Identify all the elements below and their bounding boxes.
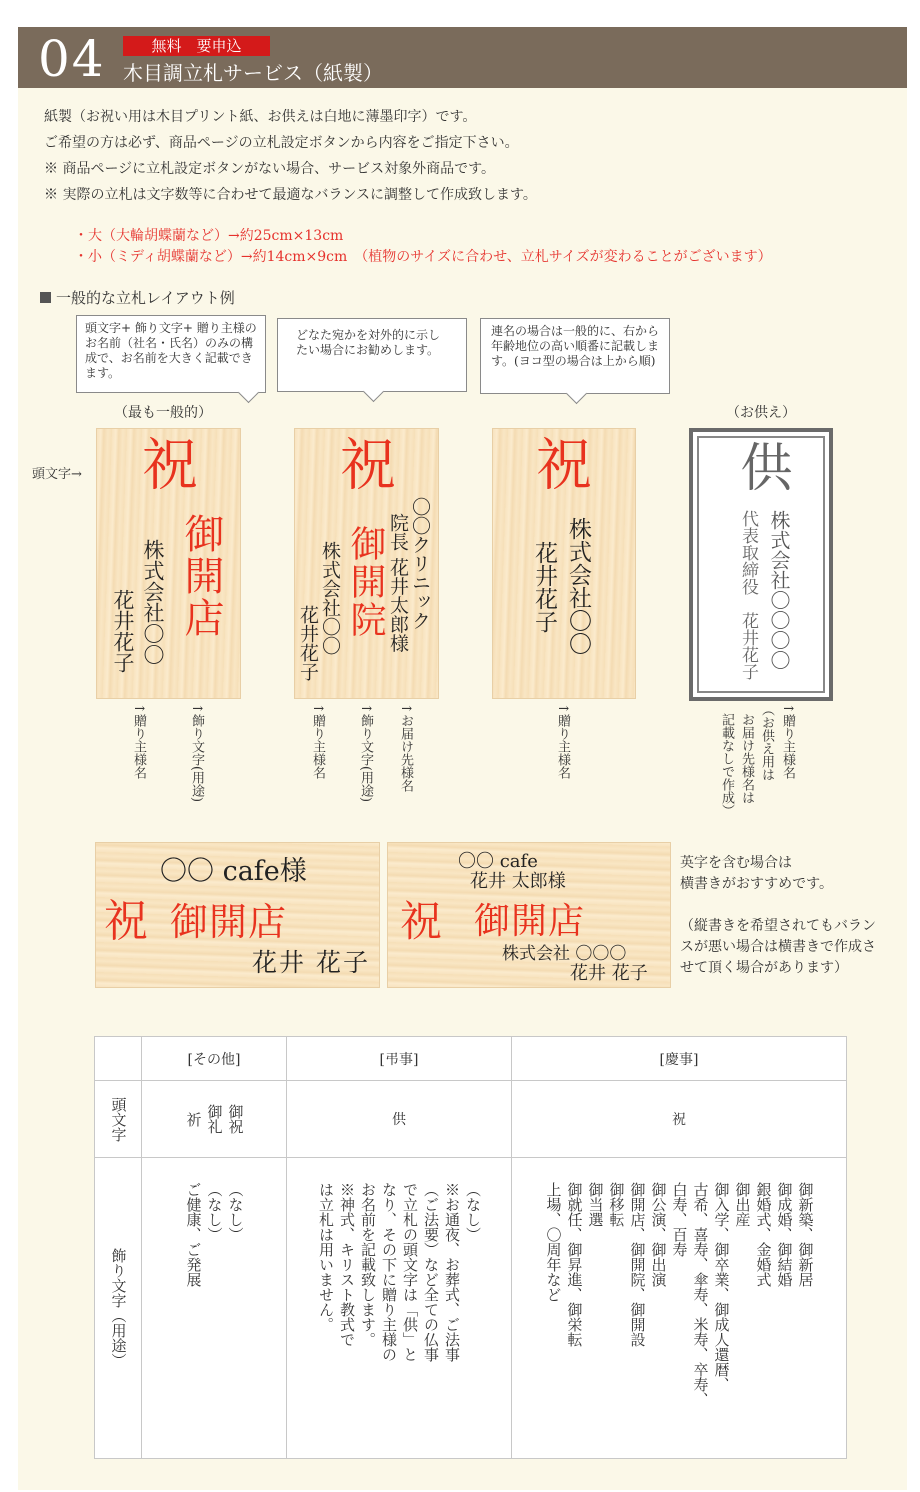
hnote-line: 横書きがおすすめです。 <box>680 876 834 892</box>
deco-item: 御移転 <box>607 1182 626 1227</box>
arrow-recipient: ↑お届け先様名 <box>398 703 413 792</box>
caption-offering: （お供え） <box>726 405 796 421</box>
bubble-common <box>76 315 266 393</box>
size-small: ・小（ミディ胡蝶蘭など）→約14cm×9cm （植物のサイズに合わせ、立札サイズが変わることがございます） <box>74 249 772 265</box>
arrow-offering-note: （お供え用は <box>759 703 774 781</box>
deco-item: 古希、喜寿、傘寿、米寿、卒寿、 <box>691 1182 710 1407</box>
deco-item: 御就任、御昇進、御栄転 <box>565 1182 584 1347</box>
deco-item: 御新築、御新居 <box>796 1182 815 1287</box>
board-sender-company: 株式会社〇〇 <box>319 541 341 655</box>
deco-item: 御公演、御出演 <box>649 1182 668 1287</box>
table-header-celebration: [慶事] <box>512 1037 847 1081</box>
deco-item: ※お通夜、お葬式、ご法事 <box>443 1182 461 1362</box>
deco-item: 御開店、御開院、御開設 <box>628 1182 647 1347</box>
table-header-mourning: [弔事] <box>287 1037 512 1081</box>
hnote-line: せて頂く場合があります） <box>680 960 848 976</box>
board-recipient-org: 〇〇クリニック <box>409 497 431 630</box>
deco-item: 御当選 <box>586 1182 605 1227</box>
table-cell-mourning-deco <box>287 1158 512 1459</box>
head-char-item: 御祝 <box>226 1104 245 1134</box>
layout-section-title <box>40 288 235 308</box>
deco-item: 白寿、百寿 <box>670 1182 689 1257</box>
arrow-deco: ↑飾り文字(用途) <box>358 703 373 803</box>
hboard-deco: 御開店 <box>474 901 586 942</box>
bubble-text: どなた宛かを対外的に示したい場合にお勧めします。 <box>296 328 441 357</box>
free-badge: 無料 要申込 <box>123 36 270 56</box>
deco-item: で立札の頭文字は「供」と <box>401 1182 419 1362</box>
section-number: 04 <box>38 30 106 88</box>
hboard-sender: 花井 花子 <box>252 948 370 977</box>
yoko-board-simple <box>95 842 380 988</box>
caption-most-common: （最も一般的） <box>114 405 212 421</box>
tate-board-offering <box>689 428 833 701</box>
hboard-recipient: 〇〇 cafe様 <box>160 856 307 887</box>
hboard-sender-name: 花井 花子 <box>570 963 648 984</box>
deco-item: 銀婚式、金婚式 <box>754 1182 773 1287</box>
hnote-line: スが悪い場合は横書きで作成さ <box>680 939 876 955</box>
deco-item: （なし） <box>464 1182 482 1242</box>
board-sender-name: 花井花子 <box>297 605 319 681</box>
deco-item: （なし） <box>226 1182 245 1242</box>
table-row-label <box>95 1158 142 1459</box>
intro-line: ※ 実際の立札は文字数等に合わせて最適なバランスに調整して作成致します。 <box>44 187 537 203</box>
table-row-label <box>95 1081 142 1158</box>
board-sender-company: 株式会社〇〇 <box>565 517 591 655</box>
row-label-head-char: 頭文字 <box>109 1096 128 1142</box>
head-char-item: 祈 <box>184 1111 203 1127</box>
deco-item: なり、その下に贈り主様の <box>380 1182 398 1362</box>
arrow-offering-note: お届け先様名は <box>739 713 754 804</box>
section-title: 木目調立札サービス（紙製） <box>123 61 383 85</box>
size-large: ・大（大輪胡蝶蘭など）→約25cm×13cm <box>74 228 344 244</box>
hboard-recipient-org: 〇〇 cafe <box>458 851 538 872</box>
board-deco: 御開院 <box>345 525 386 639</box>
table-corner <box>95 1037 142 1081</box>
board-head-char: 祝 <box>331 435 396 491</box>
board-head-char: 祝 <box>133 435 198 491</box>
deco-item: ご健康、ご発展 <box>184 1182 203 1287</box>
deco-item: （なし） <box>205 1182 224 1242</box>
usage-table <box>94 1036 847 1459</box>
board-head-char: 祝 <box>527 435 592 491</box>
hnote-line: 英字を含む場合は <box>680 855 792 871</box>
intro-line: 紙製（お祝い用は木目プリント紙、お供えは白地に薄墨印字）です。 <box>44 109 477 125</box>
arrow-deco: ↑飾り文字(用途) <box>189 703 204 803</box>
board-deco: 御開店 <box>178 513 224 639</box>
table-cell-celebration-deco <box>512 1158 847 1459</box>
table-cell-other-deco <box>142 1158 287 1459</box>
intro-line: ※ 商品ページに立札設定ボタンがない場合、サービス対象外商品です。 <box>44 161 496 177</box>
deco-item: お名前を記載致します。 <box>359 1182 377 1347</box>
bubble-joint <box>480 318 670 394</box>
hboard-recipient-name: 花井 太郎様 <box>470 871 566 892</box>
table-cell-other-head <box>142 1081 287 1158</box>
hboard-head-char: 祝 <box>400 897 443 946</box>
row-label-deco: 飾り文字（用途） <box>109 1248 128 1368</box>
yoko-board-joint <box>387 842 671 988</box>
table-cell-celebration-head: 祝 <box>512 1081 847 1158</box>
bubble-recipient <box>277 318 467 392</box>
arrow-sender: ↑贈り主様名 <box>555 703 570 779</box>
intro-line: ご希望の方は必ず、商品ページの立札設定ボタンから内容をご指定下さい。 <box>44 135 519 151</box>
hboard-deco: 御開店 <box>170 900 288 944</box>
tate-board-recipient <box>294 428 439 699</box>
deco-item: 上場、〇周年など <box>544 1182 563 1302</box>
arrow-sender: ↑贈り主様名 <box>310 703 325 779</box>
caption-head-char: 頭文字→ <box>32 467 82 482</box>
layout-title-text: 一般的な立札レイアウト例 <box>56 289 235 307</box>
board-sender-name: 花井花子 <box>531 541 557 633</box>
tate-board-common <box>96 428 241 699</box>
table-header-other: [その他] <box>142 1037 287 1081</box>
deco-item: は立札は用いません。 <box>317 1182 335 1332</box>
bubble-text: 連名の場合は一般的に、右から年齢地位の高い順番に記載します。(ヨコ型の場合は上から順) <box>491 324 660 368</box>
board-sender-company: 株式会社〇〇 <box>141 539 165 665</box>
deco-item: 御出産 <box>733 1182 752 1227</box>
board-sender-name: 花井花子 <box>111 589 135 673</box>
hnote-line: （縦書きを希望されてもバラン <box>680 918 876 934</box>
hboard-sender-company: 株式会社 〇〇〇 <box>502 944 627 964</box>
deco-item: ※神式、キリスト教式で <box>338 1182 356 1347</box>
board-sender-company: 株式会社〇〇〇〇 <box>767 510 791 670</box>
deco-item: 御入学、御卒業、御成人還暦、 <box>712 1182 731 1392</box>
arrow-offering-sender: ↑贈り主様名 <box>780 703 795 779</box>
table-cell-mourning-head: 供 <box>287 1081 512 1158</box>
deco-item: 御成婚、御結婚 <box>775 1182 794 1287</box>
head-char-item: 御礼 <box>205 1104 224 1134</box>
board-head-char: 供 <box>731 440 791 492</box>
tate-board-joint <box>492 428 636 699</box>
board-sender-name: 代表取締役 花井花子 <box>738 510 758 680</box>
arrow-offering-note: 記載なしで作成） <box>719 713 734 817</box>
square-bullet-icon <box>40 292 51 303</box>
board-recipient-name: 院長 花井太郎様 <box>387 513 409 653</box>
bubble-text: 頭文字+ 飾り文字+ 贈り主様のお名前（社名・氏名）のみの構成で、お名前を大きく記載できます。 <box>85 321 257 380</box>
arrow-sender: ↑贈り主様名 <box>131 703 146 779</box>
hboard-head-char: 祝 <box>104 896 148 947</box>
deco-item: （ご法要）など全ての仏事 <box>422 1182 440 1362</box>
